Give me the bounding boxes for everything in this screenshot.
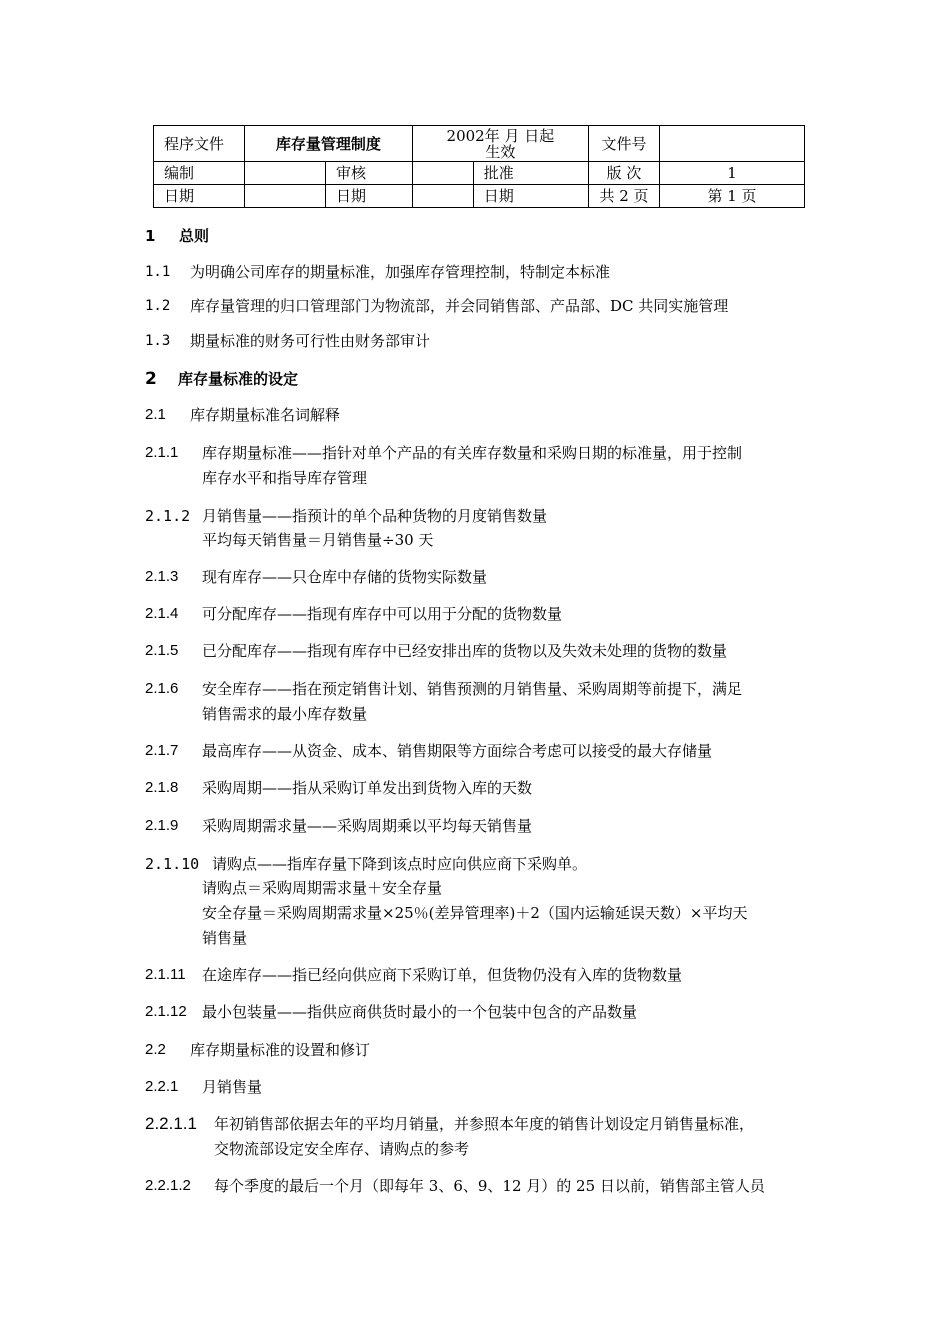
approved-label: 批准 — [483, 164, 514, 182]
version-value: 1 — [660, 162, 805, 185]
clause-text: 期量标准的财务可行性由财务部审计 — [190, 332, 431, 350]
clause-text-line2: 交物流部设定安全库存、请购点的参考 — [214, 1140, 470, 1158]
page-number: 第 1 页 — [660, 185, 805, 208]
reviewed-label: 审核 — [326, 162, 413, 185]
clause-text-line3: 安全存量＝采购周期需求量×25％(差异管理率)＋2（国内运输延误天数）×平均天 — [202, 904, 748, 922]
clause-text: 已分配库存——指现有库存中已经安排出库的货物以及失效未处理的货物的数量 — [202, 642, 728, 660]
date-label-3: 日期 — [473, 185, 588, 208]
section-number: 2 — [145, 369, 157, 389]
clause-text-line1: 月销售量——指预计的单个品种货物的月度销售数量 — [202, 507, 548, 525]
clause-number: 2.1.1 — [145, 444, 179, 461]
clause-number: 2.2.1.1 — [145, 1114, 197, 1133]
date-label-1: 日期 — [154, 185, 245, 208]
clause-number: 2.2.1.2 — [145, 1177, 191, 1194]
clause-number: 2.1.5 — [145, 642, 179, 659]
clause-number: 1.2 — [145, 298, 171, 314]
document-title: 库存量管理制度 — [245, 126, 413, 162]
effective-date-line2: 生效 — [485, 142, 516, 161]
clause-text: 为明确公司库存的期量标准，加强库存管理控制，特制定本标准 — [190, 263, 611, 281]
clause-text-line2: 销售需求的最小库存数量 — [202, 705, 368, 723]
clause-number: 2.1 — [145, 406, 166, 423]
clause-text: 采购周期需求量——采购周期乘以平均每天销售量 — [202, 817, 533, 835]
clause-number: 2.1.7 — [145, 742, 179, 759]
clause-text-line2: 库存水平和指导库存管理 — [202, 469, 368, 487]
prepared-value — [245, 162, 326, 185]
clause-text: 最高库存——从资金、成本、销售期限等方面综合考虑可以接受的最大存储量 — [202, 742, 713, 760]
date-value-1 — [245, 185, 326, 208]
clause-text: 在途库存——指已经向供应商下采购订单，但货物仍没有入库的货物数量 — [202, 966, 683, 984]
clause-number: 2.1.9 — [145, 817, 179, 834]
effective-date-line1: 2002年 月 日起 — [446, 126, 555, 145]
version-label: 版 次 — [589, 162, 660, 185]
clause-number: 2.1.3 — [145, 568, 179, 585]
clause-number: 2.1.2 — [145, 507, 191, 525]
section-title: 总则 — [179, 227, 210, 245]
section-number: 1 — [145, 227, 156, 245]
clause-number: 2.2 — [145, 1041, 166, 1058]
total-pages: 共 2 页 — [589, 185, 660, 208]
clause-text-line1: 库存期量标准——指针对单个产品的有关库存数量和采购日期的标准量，用于控制 — [202, 444, 743, 462]
clause-text: 每个季度的最后一个月（即每年 3、6、9、12 月）的 25 日以前，销售部主管人员 — [214, 1177, 765, 1195]
clause-number: 2.2.1 — [145, 1078, 179, 1095]
clause-text-line2: 平均每天销售量＝月销售量÷30 天 — [202, 531, 434, 549]
clause-text-line1: 请购点——指库存量下降到该点时应向供应商下采购单。 — [212, 855, 588, 873]
clause-text: 库存期量标准名词解释 — [190, 406, 341, 424]
prepared-label: 编制 — [154, 162, 245, 185]
clause-number: 1.3 — [145, 333, 171, 349]
section-title: 库存量标准的设定 — [178, 370, 299, 388]
program-file-cell: 程序文件 — [154, 126, 245, 162]
reviewed-value — [412, 162, 473, 185]
file-no-label: 文件号 — [589, 126, 660, 162]
clause-number: 2.1.12 — [145, 1003, 187, 1020]
clause-text: 库存期量标准的设置和修订 — [190, 1041, 371, 1059]
document-header-table — [153, 125, 805, 208]
clause-text-line2: 请购点＝采购周期需求量＋安全存量 — [202, 879, 443, 897]
clause-text: 采购周期——指从采购订单发出到货物入库的天数 — [202, 779, 533, 797]
effective-date-cell — [412, 126, 588, 162]
date-value-2 — [412, 185, 473, 208]
clause-text-line4: 销售量 — [202, 929, 248, 947]
clause-text: 月销售量 — [202, 1078, 263, 1096]
clause-number: 2.1.8 — [145, 779, 179, 796]
clause-text-line1: 安全库存——指在预定销售计划、销售预测的月销售量、采购周期等前提下，满足 — [202, 680, 743, 698]
clause-number: 1.1 — [145, 264, 171, 280]
clause-text: 最小包装量——指供应商供货时最小的一个包装中包含的产品数量 — [202, 1003, 638, 1021]
clause-text: 现有库存——只仓库中存储的货物实际数量 — [202, 568, 488, 586]
clause-text: 可分配库存——指现有库存中可以用于分配的货物数量 — [202, 605, 563, 623]
clause-text: 库存量管理的归口管理部门为物流部，并会同销售部、产品部、DC 共同实施管理 — [190, 297, 729, 315]
file-no-value — [660, 126, 805, 162]
clause-number: 2.1.10 — [145, 855, 200, 873]
date-label-2: 日期 — [326, 185, 413, 208]
approved-cell — [473, 162, 588, 185]
clause-text-line1: 年初销售部依据去年的平均月销量，并参照本年度的销售计划设定月销售量标准， — [214, 1115, 755, 1133]
clause-number: 2.1.6 — [145, 680, 179, 697]
clause-number: 2.1.4 — [145, 605, 179, 622]
clause-number: 2.1.11 — [145, 966, 186, 983]
